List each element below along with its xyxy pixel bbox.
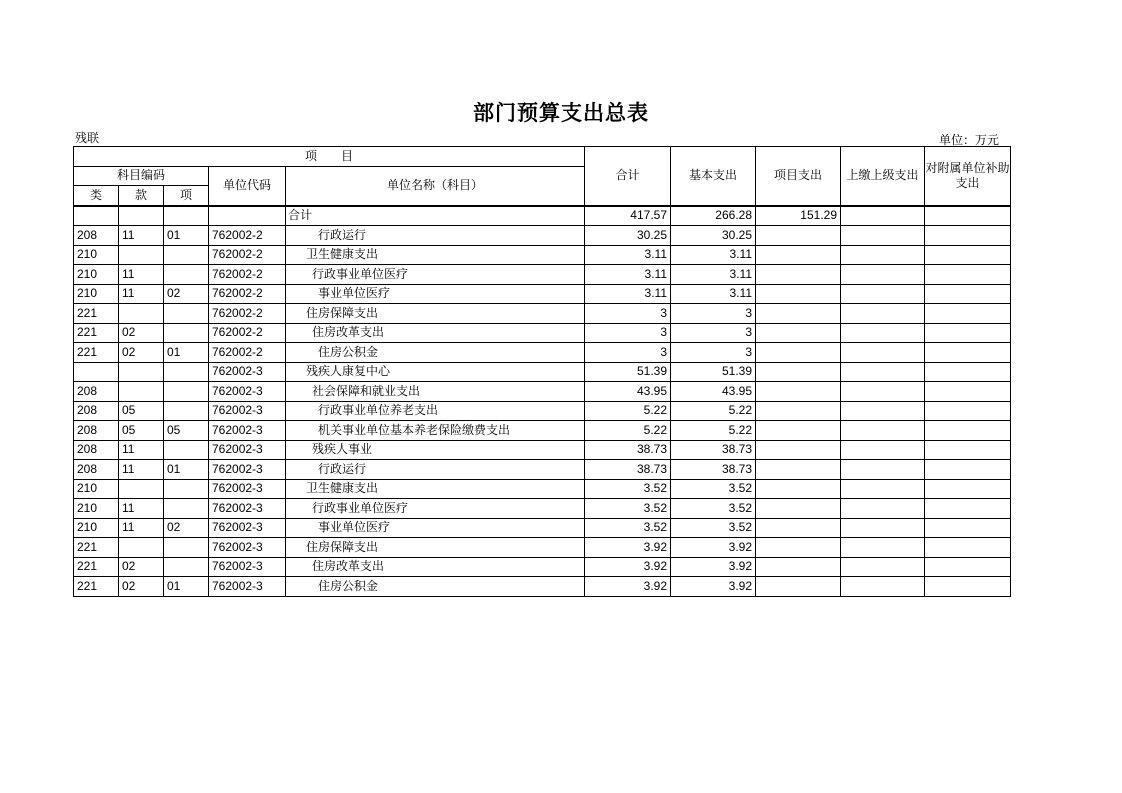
- cell-xiang: 02: [164, 518, 209, 538]
- cell-basic: 38.73: [671, 440, 756, 460]
- cell-xiang: [164, 499, 209, 519]
- cell-kuan: 02: [119, 557, 164, 577]
- cell-higher: [841, 557, 925, 577]
- cell-higher: [841, 265, 925, 285]
- cell-unit-code: 762002-3: [209, 362, 286, 382]
- cell-unit-name: 行政事业单位医疗: [286, 265, 585, 285]
- cell-total: 3: [585, 323, 671, 343]
- cell-higher: [841, 382, 925, 402]
- header-project-expense: 项目支出: [756, 147, 841, 206]
- cell-unit-name: 卫生健康支出: [286, 245, 585, 265]
- header-unit-code: 单位代码: [209, 166, 286, 206]
- table-row: [74, 440, 1011, 460]
- cell-higher: [841, 440, 925, 460]
- cell-subsidiary: [925, 343, 1011, 363]
- cell-kuan: 02: [119, 343, 164, 363]
- cell-total: 3.11: [585, 245, 671, 265]
- cell-xiang: [164, 479, 209, 499]
- table-row: [74, 362, 1011, 382]
- cell-unit-name: 行政运行: [286, 460, 585, 480]
- cell-project: [756, 421, 841, 441]
- cell-kuan: 05: [119, 401, 164, 421]
- cell-xiang: [164, 440, 209, 460]
- table-row: [74, 343, 1011, 363]
- cell-higher: [841, 460, 925, 480]
- cell-higher: [841, 343, 925, 363]
- cell-kuan: 02: [119, 577, 164, 597]
- cell-unit-name: 住房改革支出: [286, 323, 585, 343]
- cell-unit-name: 住房公积金: [286, 577, 585, 597]
- cell-subsidiary: [925, 304, 1011, 324]
- cell-lei: 210: [74, 518, 119, 538]
- cell-xiang: 05: [164, 421, 209, 441]
- cell-unit-name: 残疾人事业: [286, 440, 585, 460]
- cell-total: 5.22: [585, 401, 671, 421]
- cell-higher: [841, 323, 925, 343]
- cell-subsidiary: [925, 382, 1011, 402]
- cell-unit-code: 762002-2: [209, 226, 286, 246]
- cell-unit-code: 762002-2: [209, 304, 286, 324]
- cell-total: 3.92: [585, 538, 671, 558]
- cell-unit-name: 合计: [286, 206, 585, 226]
- cell-total: 38.73: [585, 460, 671, 480]
- cell-basic: 3.52: [671, 499, 756, 519]
- header-kuan: 款: [119, 186, 164, 206]
- cell-project: 151.29: [756, 206, 841, 226]
- table-row: [74, 382, 1011, 402]
- cell-unit-code: 762002-3: [209, 577, 286, 597]
- cell-kuan: [119, 206, 164, 226]
- cell-project: [756, 518, 841, 538]
- cell-lei: 208: [74, 401, 119, 421]
- cell-subsidiary: [925, 499, 1011, 519]
- cell-subsidiary: [925, 323, 1011, 343]
- cell-kuan: 11: [119, 460, 164, 480]
- cell-project: [756, 323, 841, 343]
- cell-total: 3.52: [585, 518, 671, 538]
- cell-total: 3.11: [585, 265, 671, 285]
- cell-higher: [841, 401, 925, 421]
- cell-xiang: [164, 304, 209, 324]
- cell-subsidiary: [925, 577, 1011, 597]
- cell-higher: [841, 577, 925, 597]
- cell-higher: [841, 206, 925, 226]
- cell-higher: [841, 226, 925, 246]
- cell-basic: 3.52: [671, 479, 756, 499]
- cell-unit-code: 762002-3: [209, 557, 286, 577]
- cell-unit-name: 社会保障和就业支出: [286, 382, 585, 402]
- cell-kuan: 02: [119, 323, 164, 343]
- cell-unit-code: 762002-2: [209, 343, 286, 363]
- cell-unit-code: 762002-3: [209, 538, 286, 558]
- cell-higher: [841, 362, 925, 382]
- cell-unit-name: 卫生健康支出: [286, 479, 585, 499]
- cell-lei: [74, 206, 119, 226]
- cell-higher: [841, 479, 925, 499]
- cell-total: 3.92: [585, 557, 671, 577]
- cell-unit-code: 762002-3: [209, 421, 286, 441]
- cell-project: [756, 538, 841, 558]
- table-row: [74, 401, 1011, 421]
- cell-kuan: [119, 304, 164, 324]
- cell-project: [756, 557, 841, 577]
- org-label: 残联: [75, 131, 100, 145]
- cell-higher: [841, 499, 925, 519]
- cell-lei: 221: [74, 323, 119, 343]
- cell-total: 3: [585, 304, 671, 324]
- cell-lei: 221: [74, 538, 119, 558]
- cell-xiang: [164, 401, 209, 421]
- cell-xiang: [164, 265, 209, 285]
- cell-lei: 210: [74, 265, 119, 285]
- cell-subsidiary: [925, 401, 1011, 421]
- cell-unit-code: 762002-3: [209, 518, 286, 538]
- cell-subsidiary: [925, 206, 1011, 226]
- header-higher: 上缴上级支出: [841, 147, 925, 206]
- cell-xiang: 01: [164, 226, 209, 246]
- cell-project: [756, 460, 841, 480]
- cell-project: [756, 284, 841, 304]
- cell-basic: 43.95: [671, 382, 756, 402]
- table-header: [74, 147, 1011, 206]
- cell-lei: 208: [74, 421, 119, 441]
- cell-basic: 5.22: [671, 421, 756, 441]
- cell-basic: 51.39: [671, 362, 756, 382]
- cell-kuan: 11: [119, 499, 164, 519]
- cell-basic: 3: [671, 343, 756, 363]
- cell-total: 417.57: [585, 206, 671, 226]
- table-row: [74, 460, 1011, 480]
- cell-basic: 3: [671, 323, 756, 343]
- header-subject-code: 科目编码: [74, 166, 209, 186]
- cell-subsidiary: [925, 421, 1011, 441]
- table-row: [74, 245, 1011, 265]
- cell-higher: [841, 421, 925, 441]
- cell-project: [756, 362, 841, 382]
- cell-subsidiary: [925, 557, 1011, 577]
- cell-unit-code: 762002-2: [209, 265, 286, 285]
- page-title: 部门预算支出总表: [473, 101, 649, 125]
- cell-project: [756, 382, 841, 402]
- cell-basic: 38.73: [671, 460, 756, 480]
- cell-basic: 30.25: [671, 226, 756, 246]
- cell-higher: [841, 304, 925, 324]
- cell-unit-name: 住房保障支出: [286, 538, 585, 558]
- cell-lei: 208: [74, 440, 119, 460]
- cell-project: [756, 265, 841, 285]
- cell-unit-name: 住房改革支出: [286, 557, 585, 577]
- cell-xiang: [164, 557, 209, 577]
- cell-unit-name: 行政事业单位医疗: [286, 499, 585, 519]
- cell-total: 3.52: [585, 499, 671, 519]
- cell-unit-code: 762002-3: [209, 382, 286, 402]
- cell-kuan: 05: [119, 421, 164, 441]
- cell-project: [756, 440, 841, 460]
- cell-subsidiary: [925, 226, 1011, 246]
- cell-subsidiary: [925, 440, 1011, 460]
- cell-kuan: [119, 479, 164, 499]
- cell-total: 3.92: [585, 577, 671, 597]
- cell-lei: 208: [74, 226, 119, 246]
- cell-lei: 210: [74, 245, 119, 265]
- cell-lei: [74, 362, 119, 382]
- cell-unit-code: 762002-3: [209, 499, 286, 519]
- cell-kuan: [119, 362, 164, 382]
- cell-lei: 221: [74, 577, 119, 597]
- cell-xiang: 01: [164, 343, 209, 363]
- table-row: [74, 538, 1011, 558]
- cell-total: 38.73: [585, 440, 671, 460]
- cell-project: [756, 479, 841, 499]
- header-subsidiary: 对附属单位补助支出: [925, 147, 1011, 206]
- cell-total: 51.39: [585, 362, 671, 382]
- cell-basic: 3.92: [671, 557, 756, 577]
- cell-kuan: [119, 245, 164, 265]
- cell-unit-code: 762002-3: [209, 401, 286, 421]
- cell-xiang: 01: [164, 460, 209, 480]
- cell-lei: 210: [74, 479, 119, 499]
- cell-basic: 3.11: [671, 245, 756, 265]
- cell-kuan: 11: [119, 226, 164, 246]
- cell-unit-name: 残疾人康复中心: [286, 362, 585, 382]
- cell-lei: 208: [74, 382, 119, 402]
- cell-subsidiary: [925, 265, 1011, 285]
- cell-kuan: 11: [119, 440, 164, 460]
- cell-basic: 3: [671, 304, 756, 324]
- cell-basic: 5.22: [671, 401, 756, 421]
- header-lei: 类: [74, 186, 119, 206]
- table-row: [74, 557, 1011, 577]
- cell-unit-code: 762002-2: [209, 284, 286, 304]
- cell-xiang: [164, 206, 209, 226]
- budget-table: [73, 146, 1011, 597]
- cell-unit-code: 762002-2: [209, 323, 286, 343]
- cell-lei: 221: [74, 557, 119, 577]
- cell-total: 3: [585, 343, 671, 363]
- cell-project: [756, 499, 841, 519]
- cell-total: 3.11: [585, 284, 671, 304]
- cell-higher: [841, 284, 925, 304]
- cell-lei: 210: [74, 499, 119, 519]
- cell-basic: 3.92: [671, 538, 756, 558]
- cell-lei: 210: [74, 284, 119, 304]
- cell-basic: 3.11: [671, 265, 756, 285]
- table-row: [74, 577, 1011, 597]
- cell-unit-name: 事业单位医疗: [286, 284, 585, 304]
- header-unit-name: 单位名称（科目）: [286, 166, 585, 206]
- table-row: [74, 421, 1011, 441]
- cell-basic: 266.28: [671, 206, 756, 226]
- cell-higher: [841, 245, 925, 265]
- cell-total: 3.52: [585, 479, 671, 499]
- cell-xiang: [164, 538, 209, 558]
- cell-higher: [841, 538, 925, 558]
- cell-total: 43.95: [585, 382, 671, 402]
- table-row: [74, 265, 1011, 285]
- cell-project: [756, 304, 841, 324]
- cell-xiang: [164, 382, 209, 402]
- cell-basic: 3.92: [671, 577, 756, 597]
- cell-subsidiary: [925, 479, 1011, 499]
- cell-kuan: 11: [119, 284, 164, 304]
- cell-unit-name: 事业单位医疗: [286, 518, 585, 538]
- cell-unit-name: 行政运行: [286, 226, 585, 246]
- table-body: [74, 206, 1011, 597]
- table-row: [74, 323, 1011, 343]
- cell-unit-code: 762002-3: [209, 440, 286, 460]
- cell-unit-code: 762002-3: [209, 460, 286, 480]
- cell-kuan: [119, 538, 164, 558]
- cell-subsidiary: [925, 362, 1011, 382]
- cell-lei: 221: [74, 343, 119, 363]
- cell-kuan: 11: [119, 265, 164, 285]
- table-row: [74, 284, 1011, 304]
- cell-subsidiary: [925, 284, 1011, 304]
- cell-subsidiary: [925, 538, 1011, 558]
- cell-project: [756, 577, 841, 597]
- cell-xiang: 01: [164, 577, 209, 597]
- cell-unit-name: 行政事业单位养老支出: [286, 401, 585, 421]
- cell-xiang: [164, 245, 209, 265]
- cell-xiang: [164, 323, 209, 343]
- unit-label: 单位：万元: [939, 133, 1000, 147]
- cell-unit-name: 机关事业单位基本养老保险缴费支出: [286, 421, 585, 441]
- table-row: [74, 518, 1011, 538]
- cell-unit-name: 住房保障支出: [286, 304, 585, 324]
- header-project: 项 目: [74, 147, 585, 167]
- cell-basic: 3.11: [671, 284, 756, 304]
- cell-lei: 208: [74, 460, 119, 480]
- cell-project: [756, 245, 841, 265]
- table-row: [74, 304, 1011, 324]
- cell-higher: [841, 518, 925, 538]
- cell-unit-code: [209, 206, 286, 226]
- cell-total: 30.25: [585, 226, 671, 246]
- table-row: [74, 499, 1011, 519]
- cell-xiang: [164, 362, 209, 382]
- header-basic: 基本支出: [671, 147, 756, 206]
- cell-basic: 3.52: [671, 518, 756, 538]
- cell-subsidiary: [925, 460, 1011, 480]
- header-xiang: 项: [164, 186, 209, 206]
- cell-unit-code: 762002-3: [209, 479, 286, 499]
- cell-project: [756, 226, 841, 246]
- cell-kuan: [119, 382, 164, 402]
- cell-xiang: 02: [164, 284, 209, 304]
- cell-total: 5.22: [585, 421, 671, 441]
- cell-subsidiary: [925, 245, 1011, 265]
- cell-unit-code: 762002-2: [209, 245, 286, 265]
- cell-unit-name: 住房公积金: [286, 343, 585, 363]
- table-row: [74, 206, 1011, 226]
- cell-lei: 221: [74, 304, 119, 324]
- cell-kuan: 11: [119, 518, 164, 538]
- cell-subsidiary: [925, 518, 1011, 538]
- table-row: [74, 479, 1011, 499]
- header-total: 合计: [585, 147, 671, 206]
- cell-project: [756, 401, 841, 421]
- cell-project: [756, 343, 841, 363]
- table-row: [74, 226, 1011, 246]
